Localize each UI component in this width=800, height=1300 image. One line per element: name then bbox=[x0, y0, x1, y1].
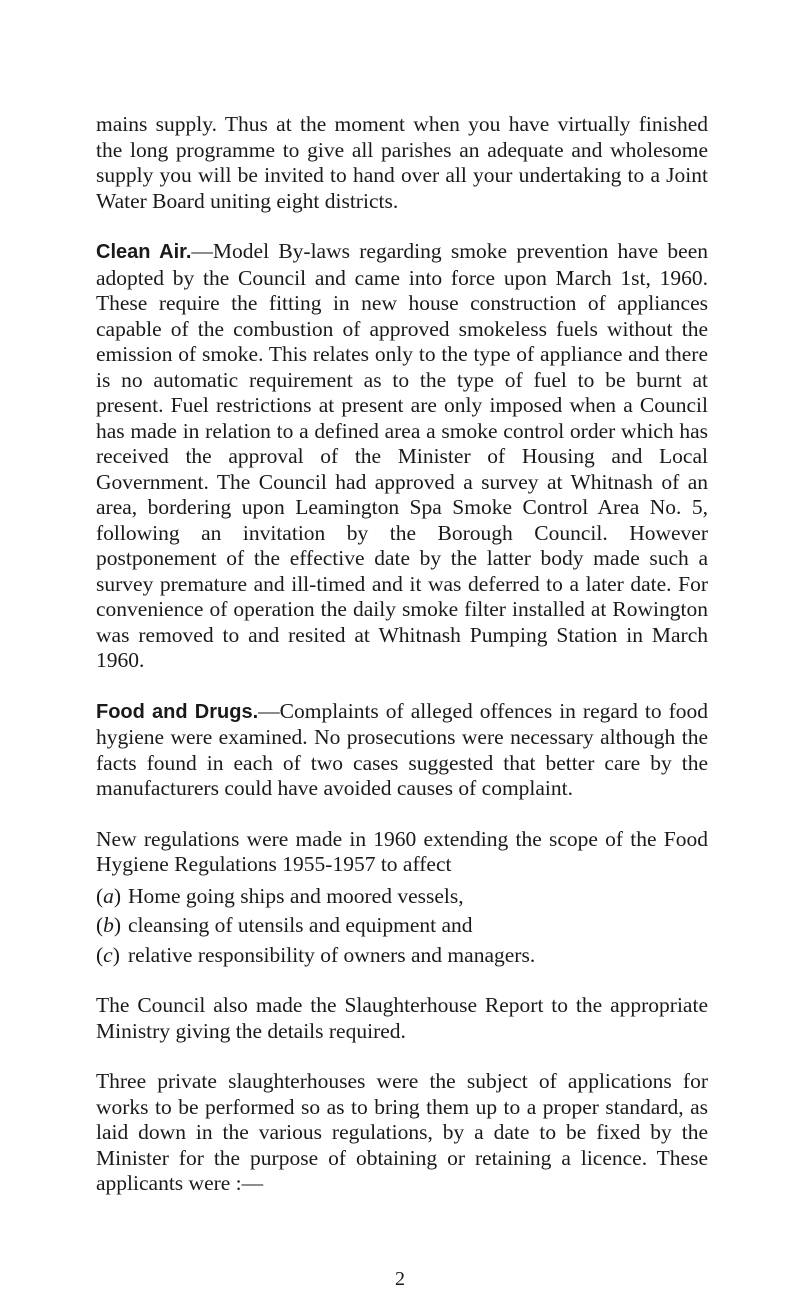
list-item bbox=[96, 884, 708, 910]
food-and-drugs-heading: Food and Drugs. bbox=[96, 700, 259, 723]
food-and-drugs-text: —Complaints of alleged offences in regard to food hygiene were examined. No prosecutions were necessary although the facts found in each of two cases suggested that better care by the manufacturers could have avoided causes of complaint. bbox=[96, 698, 708, 800]
list-item-text: relative responsibility of owners and managers. bbox=[128, 942, 536, 967]
list-marker: (c) bbox=[96, 942, 120, 967]
paragraph-new-regulations: New regulations were made in 1960 extending the scope of the Food Hygiene Regulations 1955-1957 to affect bbox=[96, 826, 708, 876]
paragraph-private-slaughterhouses: Three private slaughterhouses were the subject of applications for works to be performed so as to bring them up to a proper standard, as laid down in the various regulations, by a date to be fixed by the Minister for the purpose of obtaining or retaining a licence. These applicants were :— bbox=[96, 1069, 708, 1195]
list-marker: (b) bbox=[96, 913, 122, 937]
paragraph-slaughterhouse-report: The Council also made the Slaughterhouse Report to the appropriate Ministry giving the details required. bbox=[96, 993, 708, 1043]
list-item-text: cleansing of utensils and equipment and bbox=[128, 913, 473, 937]
paragraph-food-and-drugs bbox=[96, 699, 708, 802]
paragraph-clean-air bbox=[96, 239, 708, 674]
regulations-list bbox=[96, 884, 708, 969]
paragraph-water-supply: mains supply. Thus at the moment when you have virtually finished the long programme to give all parishes an adequate and wholesome supply you will be invited to hand over all your undertaking to a Joint Water Board uniting eight districts. bbox=[96, 112, 708, 213]
list-item bbox=[96, 943, 708, 969]
list-item bbox=[96, 913, 708, 939]
clean-air-heading: Clean Air. bbox=[96, 241, 192, 263]
list-marker: (a) bbox=[96, 883, 122, 908]
document-page bbox=[96, 112, 708, 1222]
list-item-text: Home going ships and moored vessels, bbox=[128, 883, 464, 908]
clean-air-text: —Model By-laws regarding smoke prevention have been adopted by the Council and came into force upon March 1st, 1960. These require the fitting in new house construction of appliances capable of the combustion of approved smokeless fuels without the emission of smoke. This relates only to the type of appliance and there is no automatic requirement as to the type of fuel to be burnt at present. Fuel restrictions at present are only imposed when a Council has made in relation to a defined area a smoke control order which has received the approval of the Minister of Housing and Local Government. The Council had approved a survey at Whitnash of an area, bordering upon Leamington Spa Smoke Control Area No. 5, following an invitation by the Borough Council. However postponement of the effective date by the latter body made such a survey premature and ill-timed and it was deferred to a later date. For convenience of operation the daily smoke filter installed at Rowington was removed to and resited at Whitnash Pumping Station in March 1960. bbox=[96, 239, 708, 672]
page-number: 2 bbox=[395, 1268, 405, 1290]
